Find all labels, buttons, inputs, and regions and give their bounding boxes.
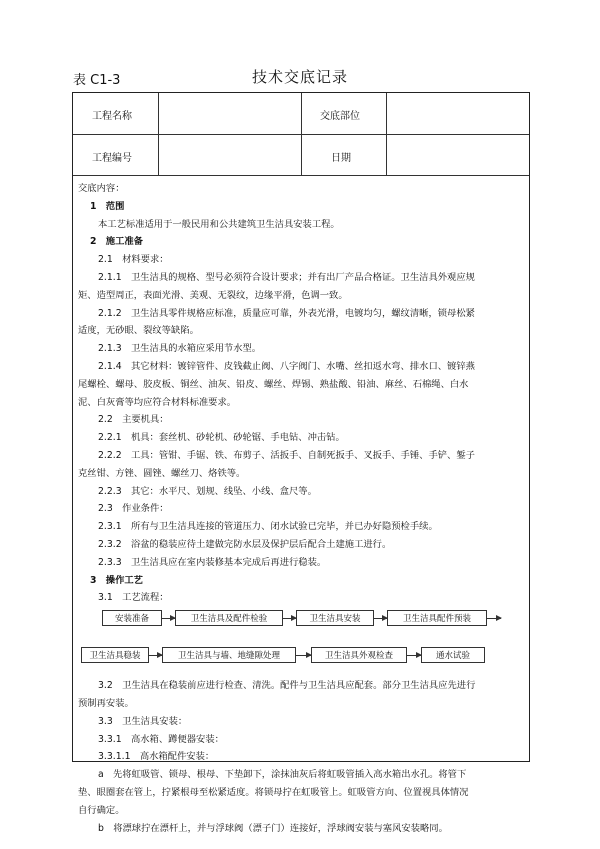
flow-arrow	[149, 655, 162, 656]
paragraph: 2.3.1 所有与卫生洁具连接的管道压力、闭水试验已完毕，并已办好隐预检手续。	[98, 521, 438, 533]
paragraph: 2.1.1 卫生洁具的规格、型号必须符合设计要求；并有出厂产品合格证。卫生洁具外观应规	[98, 271, 475, 283]
subsection-heading: 2.3 作业条件：	[98, 503, 169, 515]
paragraph: 矩、造型周正，表面光滑、美观、无裂纹，边缘平滑，色调一致。	[78, 289, 348, 301]
paragraph: 3.2 卫生洁具在稳装前应进行检查、清洗。配件与卫生洁具应配套。部分卫生洁具应先进行	[98, 680, 476, 692]
paragraph: 自行确定。	[78, 804, 125, 816]
paragraph: 克丝钳、方锉、圆锉、螺丝刀、烙铁等。	[78, 467, 246, 479]
subsection-heading: 3.3.1.1 高水箱配件安装：	[98, 751, 215, 763]
flow-step: 卫生洁具安装	[296, 610, 374, 626]
paragraph: 2.3.3 卫生洁具应在室内装修基本完成后再进行稳装。	[98, 556, 327, 568]
paragraph: 2.2.3 其它：水平尺、划规、线坠、小线、盒尺等。	[98, 485, 317, 497]
record-form	[72, 92, 530, 834]
project-no-label: 工程编号	[92, 153, 132, 164]
location-label: 交底部位	[320, 111, 360, 122]
document-title: 技术交底记录	[251, 68, 348, 86]
project-name-label: 工程名称	[92, 111, 132, 122]
paragraph: 2.1.3 卫生洁具的水箱应采用节水型。	[98, 343, 262, 355]
subsection-heading: 2.2 主要机具：	[98, 414, 169, 426]
subsection-heading: 3.3.1 高水箱、蹲便器安装：	[98, 733, 224, 745]
form-code: 表 C1-3	[73, 73, 121, 88]
paragraph: b 将漂球拧在漂杆上，并与浮球阀（漂子门）连接好，浮球阀安装与塞风安装略同。	[98, 822, 448, 834]
flow-row-2	[78, 647, 536, 665]
flow-step: 通水试验	[421, 647, 485, 663]
flow-arrow	[162, 618, 175, 619]
flow-arrow	[407, 655, 421, 656]
paragraph: 2.1.4 其它材料：镀锌管件、皮钱截止阀、八字阀门、水嘴、丝扣返水弯、排水口、镀锌燕	[98, 360, 475, 372]
paragraph: 2.2.1 机具：套丝机、砂轮机、砂轮锯、手电钻、冲击钻。	[98, 432, 345, 444]
subsection-heading: 2.1 材料要求：	[98, 254, 169, 266]
flow-step: 卫生洁具及配件检验	[175, 610, 283, 626]
flow-arrow	[283, 618, 296, 619]
paragraph: 本工艺标准适用于一般民用和公共建筑卫生洁具安装工程。	[98, 218, 340, 230]
paragraph: 适度，无砂眼、裂纹等缺陷。	[78, 325, 199, 337]
column-divider	[386, 93, 387, 176]
paragraph: 2.2.2 工具：管钳、手锯、铁、布剪子、活扳手、自制死扳手、叉扳手、手锤、手铲、錾子	[98, 449, 475, 461]
section-heading: 2 施工准备	[90, 236, 143, 248]
paragraph: 预制再安装。	[78, 697, 134, 709]
flow-step: 卫生洁具与墙、地缝隙处理	[162, 647, 296, 663]
section-heading: 1 范围	[90, 200, 125, 212]
column-divider	[301, 93, 302, 176]
section-heading: 3 操作工艺	[90, 574, 143, 586]
flow-arrow	[296, 655, 311, 656]
paragraph: a 先将虹吸管、锁母、根母、下垫卸下，涂抹油灰后将虹吸管插入高水箱出水孔。将管下	[98, 769, 467, 781]
flow-arrow	[374, 618, 387, 619]
subsection-heading: 3.1 工艺流程：	[98, 592, 169, 604]
content-intro: 交底内容：	[78, 183, 125, 194]
paragraph: 2.1.2 卫生洁具零件规格应标准，质量应可靠，外表光滑，电镀均匀，螺纹清晰，锁母松紧	[98, 307, 475, 319]
flow-arrow	[487, 618, 501, 619]
flow-row-1	[78, 610, 536, 628]
paragraph: 2.3.2 浴盆的稳装应待土建做完防水层及保护层后配合土建施工进行。	[98, 538, 392, 550]
flow-step: 卫生洁具配件预装	[387, 610, 487, 626]
subsection-heading: 3.3 卫生洁具安装：	[98, 715, 188, 727]
date-label: 日期	[331, 153, 351, 164]
paragraph: 垫、眼圈套在管上，拧紧根母至松紧适度。将锁母拧在虹吸管上。虹吸管方向、位置视具体情况	[78, 786, 469, 798]
disclosure-content	[78, 180, 524, 837]
column-divider	[158, 93, 159, 176]
flow-step: 卫生洁具稳装	[81, 647, 149, 663]
flow-step: 安装准备	[102, 610, 162, 626]
process-flow	[78, 607, 524, 677]
flow-step: 卫生洁具外观检查	[311, 647, 407, 663]
paragraph: 泥、白灰膏等均应符合材料标准要求。	[78, 396, 237, 408]
paragraph: 尾螺栓、螺母、胶皮板、铜丝、油灰、铅皮、螺丝、焊锡、熟盐酸、铅油、麻丝、石棉绳、白水	[78, 378, 469, 390]
